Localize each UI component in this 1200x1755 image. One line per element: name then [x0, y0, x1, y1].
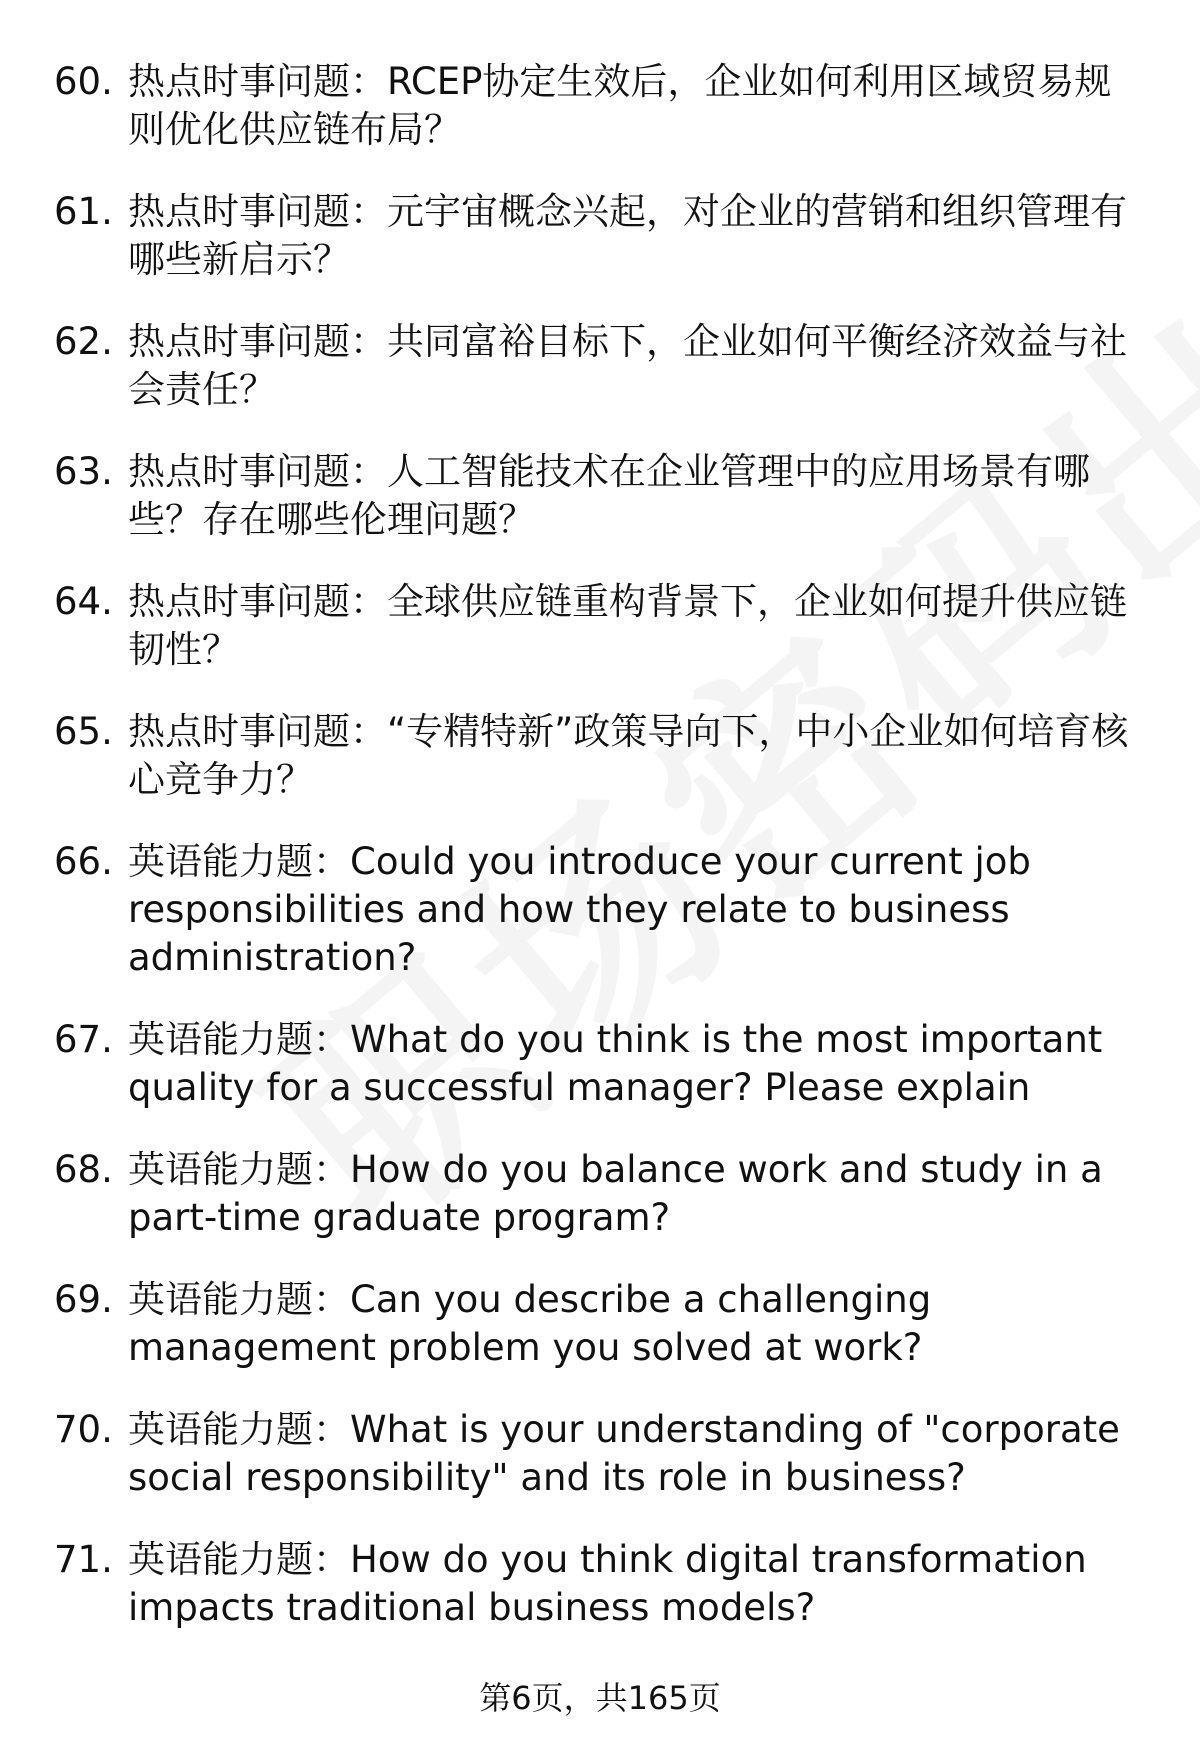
- question-number: 70.: [54, 1408, 113, 1451]
- question-item: [0, 1276, 1200, 1372]
- question-item: [0, 448, 1200, 544]
- question-number: 63.: [54, 450, 113, 493]
- question-item: [0, 318, 1200, 414]
- question-text: 英语能力题：What do you think is the most important quality for a successful manager? Please explain: [128, 1018, 1103, 1109]
- question-number: 62.: [54, 320, 113, 363]
- question-item: [0, 1146, 1200, 1242]
- question-item: [0, 58, 1200, 154]
- question-item: [0, 838, 1200, 982]
- question-number: 66.: [54, 840, 113, 883]
- question-item: [0, 188, 1200, 284]
- question-text: 英语能力题：What is your understanding of "corporate social responsibility" and its role in business?: [128, 1408, 1120, 1499]
- question-text: 热点时事问题：RCEP协定生效后，企业如何利用区域贸易规则优化供应链布局？: [128, 60, 1112, 151]
- question-text: 热点时事问题：“专精特新”政策导向下，中小企业如何培育核心竞争力？: [128, 710, 1129, 801]
- question-text: 热点时事问题：全球供应链重构背景下，企业如何提升供应链韧性？: [128, 580, 1127, 671]
- question-number: 61.: [54, 190, 113, 233]
- question-text: 热点时事问题：共同富裕目标下，企业如何平衡经济效益与社会责任？: [128, 320, 1127, 411]
- question-number: 67.: [54, 1018, 113, 1061]
- question-text: 英语能力题：How do you balance work and study in a part-time graduate program?: [128, 1148, 1103, 1239]
- question-number: 69.: [54, 1278, 113, 1321]
- question-text: 英语能力题：Can you describe a challenging management problem you solved at work?: [128, 1278, 932, 1369]
- question-text: 热点时事问题：元宇宙概念兴起，对企业的营销和组织管理有哪些新启示？: [128, 190, 1127, 281]
- question-number: 65.: [54, 710, 113, 753]
- question-number: 64.: [54, 580, 113, 623]
- question-item: [0, 1406, 1200, 1502]
- page-footer: [0, 1678, 1200, 1718]
- question-item: [0, 578, 1200, 674]
- question-text: 英语能力题：How do you think digital transformation impacts traditional business models?: [128, 1538, 1087, 1629]
- question-text: 英语能力题：Could you introduce your current job responsibilities and how they relate to business administration?: [128, 840, 1031, 979]
- page-number-label: 第6页，共165页: [479, 1679, 721, 1717]
- question-item: [0, 708, 1200, 804]
- question-number: 68.: [54, 1148, 113, 1191]
- question-item: [0, 1536, 1200, 1632]
- question-list: [0, 58, 1200, 1666]
- question-item: [0, 1016, 1200, 1112]
- question-number: 71.: [54, 1538, 113, 1581]
- question-text: 热点时事问题：人工智能技术在企业管理中的应用场景有哪些？存在哪些伦理问题？: [128, 450, 1090, 541]
- question-number: 60.: [54, 60, 113, 103]
